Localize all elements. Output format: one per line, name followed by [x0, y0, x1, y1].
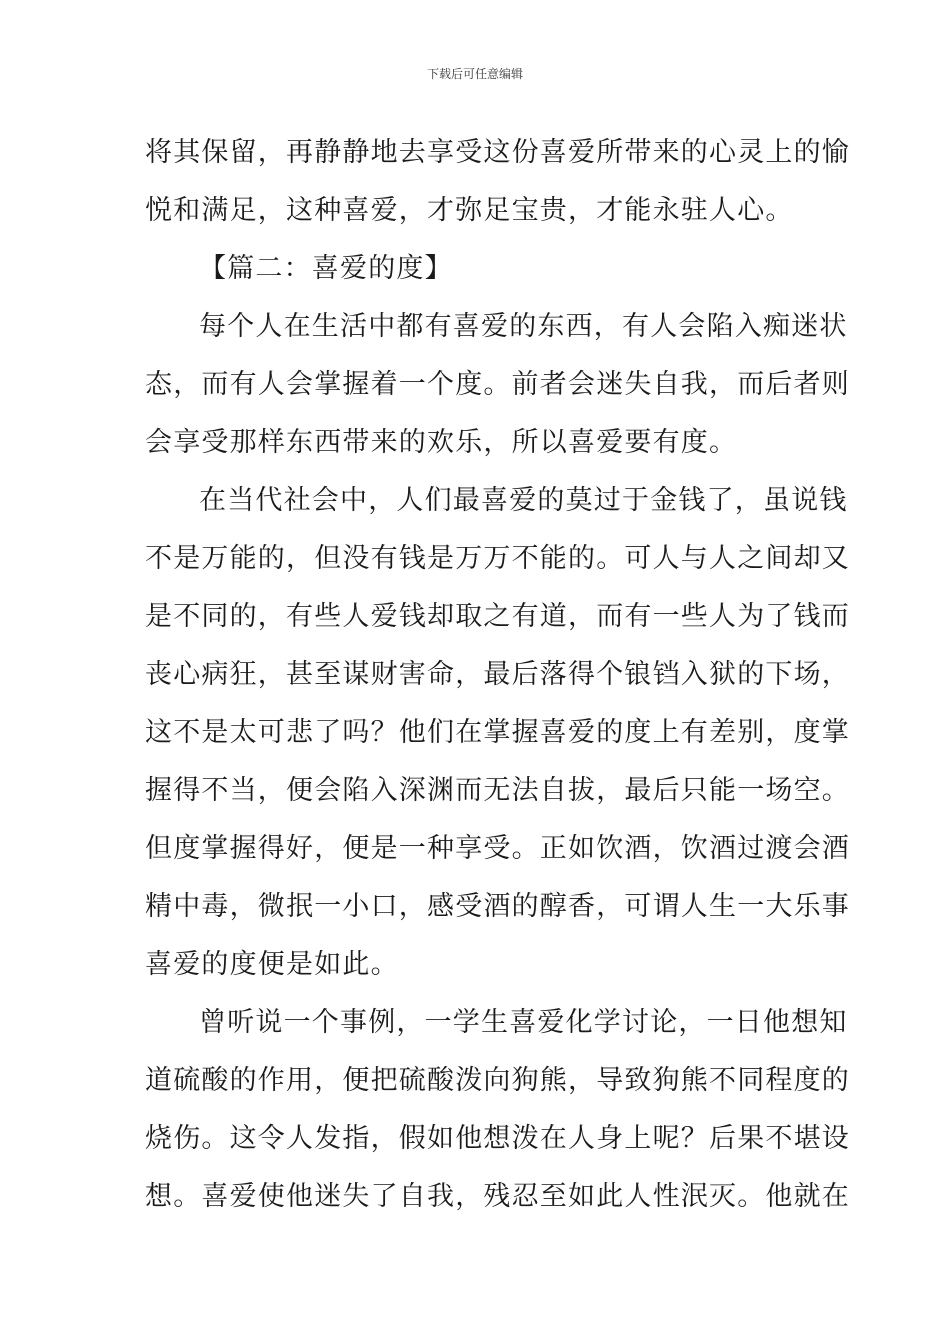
text-line: 喜爱的度便是如此。 [145, 949, 399, 980]
paragraph [145, 472, 850, 994]
page-header: 下载后可任意编辑 [426, 67, 523, 81]
text-line: 但度掌握得好，便是一种享受。正如饮酒，饮酒过渡会酒 [145, 833, 850, 864]
text-line: 丧心病狂，甚至谋财害命，最后落得个锒铛入狱的下场， [145, 659, 850, 690]
text-line: 是不同的，有些人爱钱却取之有道，而有一些人为了钱而 [145, 601, 850, 632]
text-line: 悦和满足，这种喜爱，才弥足宝贵，才能永驻人心。 [145, 195, 794, 226]
text-line: 烧伤。这令人发指，假如他想泼在人身上呢？后果不堪设 [145, 1123, 850, 1154]
text-line: 将其保留，再静静地去享受这份喜爱所带来的心灵上的愉 [145, 137, 850, 168]
text-line: 不是万能的，但没有钱是万万不能的。可人与人之间却又 [145, 543, 850, 574]
paragraph [145, 298, 850, 472]
text-line: 会享受那样东西带来的欢乐，所以喜爱要有度。 [145, 427, 738, 458]
text-line: 想。喜爱使他迷失了自我，残忍至如此人性泯灭。他就在 [145, 1181, 850, 1212]
section-title [145, 240, 815, 298]
text-line: 【篇二：喜爱的度】 [199, 253, 453, 284]
text-line: 在当代社会中，人们最喜爱的莫过于金钱了，虽说钱 [199, 485, 848, 516]
text-line: 态，而有人会掌握着一个度。前者会迷失自我，而后者则 [145, 369, 850, 400]
document-body [145, 124, 850, 1226]
text-line: 这不是太可悲了吗？他们在掌握喜爱的度上有差别，度掌 [145, 717, 850, 748]
text-line: 握得不当，便会陷入深渊而无法自拔，最后只能一场空。 [145, 775, 850, 806]
paragraph [145, 124, 850, 240]
text-line: 精中毒，微抿一小口，感受酒的醇香，可谓人生一大乐事 [145, 891, 850, 922]
text-line: 道硫酸的作用，便把硫酸泼向狗熊，导致狗熊不同程度的 [145, 1065, 850, 1096]
text-line: 每个人在生活中都有喜爱的东西，有人会陷入痴迷状 [199, 311, 848, 342]
text-line: 曾听说一个事例，一学生喜爱化学讨论，一日他想知 [199, 1007, 848, 1038]
paragraph [145, 994, 850, 1226]
